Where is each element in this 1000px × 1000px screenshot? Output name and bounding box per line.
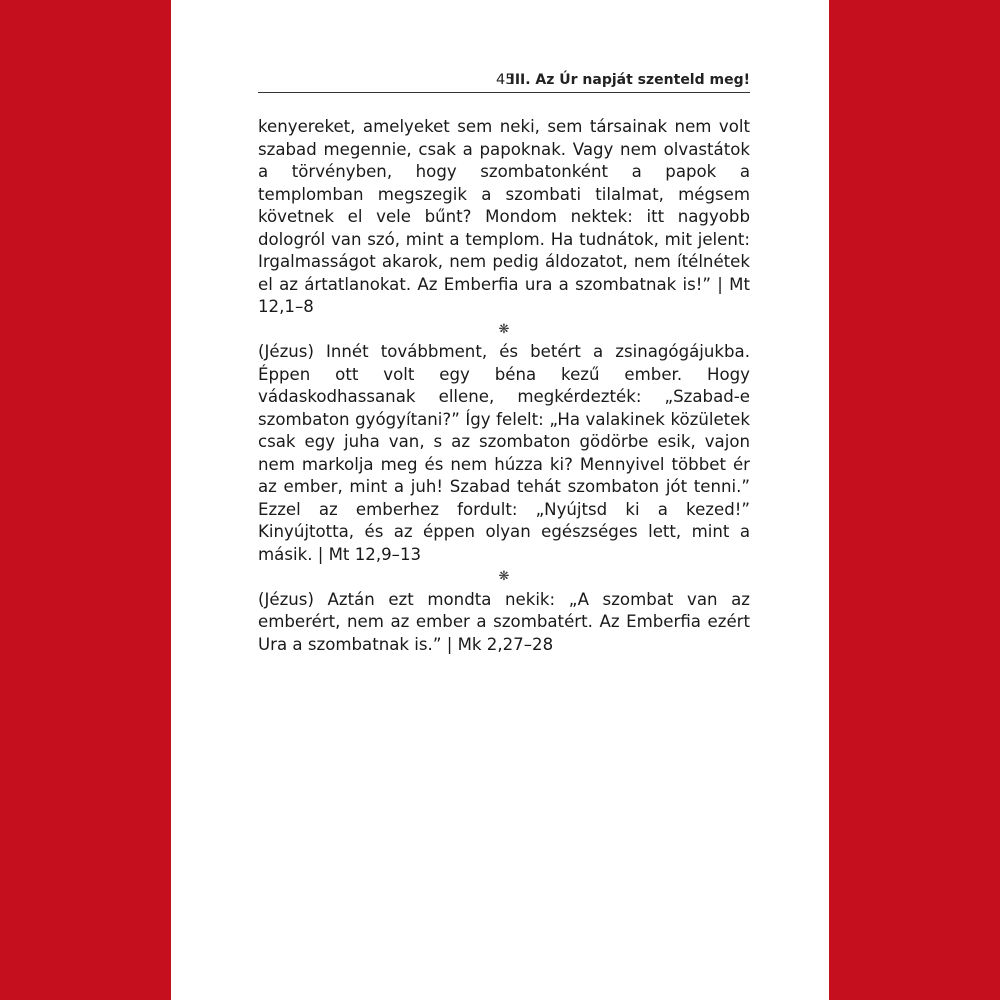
chapter-title: III. Az Úr napját szenteld meg! [509, 72, 750, 88]
running-header [258, 70, 750, 93]
book-page [171, 0, 829, 1000]
divider-ornament-icon: ❋ [498, 569, 510, 584]
paragraph-2: (Jézus) Innét továbbment, és betért a zsinagógájukba. Éppen ott volt egy béna kezű ember. Hogy vádaskodhassanak ellene, megkérdezték: „Szabad-e szombaton gyógyítani?” Így felelt: „Ha valakinek közületek csak egy juha van, s az szombaton gödörbe esik, vajon nem markolja meg és nem húzza ki? Mennyivel többet ér az ember, mint a juh! Szabad tehát szombaton jót tenni.” Ezzel az emberhez fordult: „Nyújtsd ki a kezed!” Kinyújtotta, és az éppen olyan egészséges lett, mint a másik. | Mt 12,9–13 [258, 342, 750, 564]
paragraph-3: (Jézus) Aztán ezt mondta nekik: „A szombat van az emberért, nem az ember a szombatért. Az Emberfia ezért Ura a szombatnak is.” | Mk 2,27–28 [258, 589, 750, 654]
body-text [258, 116, 750, 656]
paragraph-1: kenyereket, amelyeket sem neki, sem társainak nem volt szabad megennie, csak a papoknak. Vagy nem olvastátok a törvényben, hogy szombatonként a papok a templomban megszegik a szombati tilalmat, mégsem követnek el vele bűnt? Mondom nektek: itt nagyobb dologról van szó, mint a templom. Ha tudnátok, mit jelent: Irgalmasságot akarok, nem pedig áldozatot, nem ítélnétek el az ártatlanokat. Az Emberfia ura a szombatnak is!” | Mt 12,1–8 [258, 117, 750, 316]
divider-ornament-icon: ❋ [498, 321, 510, 337]
page-number: 45 [496, 72, 515, 88]
